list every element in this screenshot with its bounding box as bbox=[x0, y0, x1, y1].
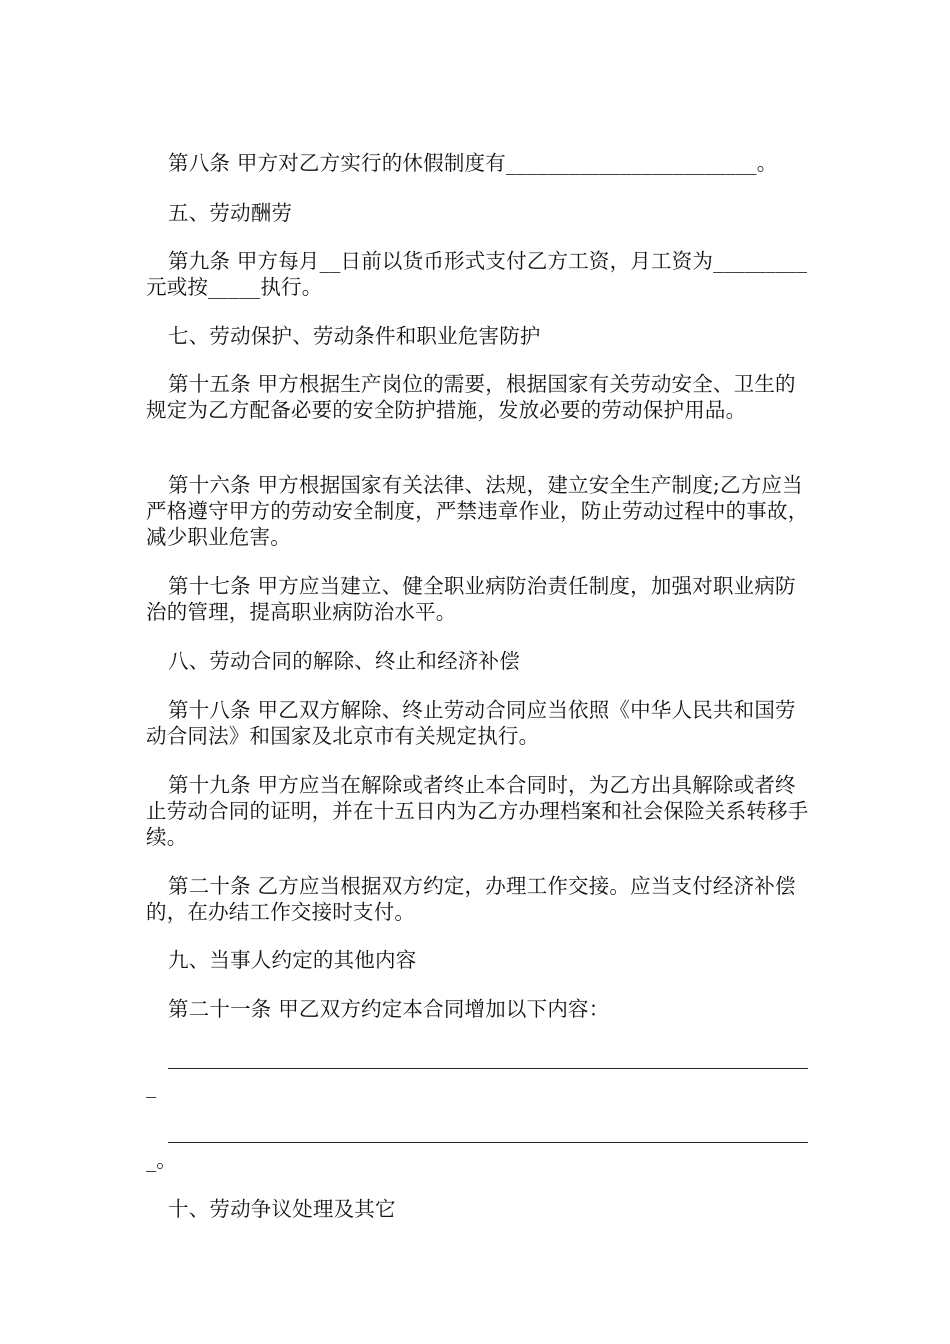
section-7-heading: 七、劳动保护、劳动条件和职业危害防护 bbox=[168, 324, 541, 348]
article-18: 第十八条 甲乙双方解除、终止劳动合同应当依照《中华人民共和国劳动合同法》和国家及北京市有关规定执行。 bbox=[146, 698, 796, 748]
blank-line-2-tail: _。 bbox=[146, 1148, 177, 1172]
article-15: 第十五条 甲方根据生产岗位的需要，根据国家有关劳动安全、卫生的规定为乙方配备必要的安全防护措施，发放必要的劳动保护用品。 bbox=[146, 372, 796, 422]
article-8: 第八条 甲方对乙方实行的休假制度有________________________。 bbox=[168, 151, 778, 175]
article-9: 第九条 甲方每月__日前以货币形式支付乙方工资，月工资为_________元或按_____执行。 bbox=[146, 249, 808, 299]
section-9-heading: 九、当事人约定的其他内容 bbox=[168, 948, 417, 972]
article-17: 第十七条 甲方应当建立、健全职业病防治责任制度，加强对职业病防治的管理，提高职业病防治水平。 bbox=[146, 574, 796, 624]
blank-line-2 bbox=[168, 1142, 808, 1143]
article-19: 第十九条 甲方应当在解除或者终止本合同时，为乙方出具解除或者终止劳动合同的证明，并在十五日内为乙方办理档案和社会保险关系转移手续。 bbox=[146, 773, 809, 849]
article-20: 第二十条 乙方应当根据双方约定，办理工作交接。应当支付经济补偿的，在办结工作交接时支付。 bbox=[146, 874, 796, 924]
article-21: 第二十一条 甲乙双方约定本合同增加以下内容： bbox=[168, 997, 610, 1021]
section-10-heading: 十、劳动争议处理及其它 bbox=[168, 1197, 396, 1221]
article-16: 第十六条 甲方根据国家有关法律、法规，建立安全生产制度;乙方应当严格遵守甲方的劳动安全制度，严禁违章作业，防止劳动过程中的事故，减少职业危害。 bbox=[146, 473, 809, 549]
section-5-heading: 五、劳动酬劳 bbox=[168, 201, 293, 225]
blank-line-1-tail: _ bbox=[146, 1074, 157, 1098]
section-8-heading: 八、劳动合同的解除、终止和经济补偿 bbox=[168, 649, 520, 673]
blank-line-1 bbox=[168, 1068, 808, 1069]
